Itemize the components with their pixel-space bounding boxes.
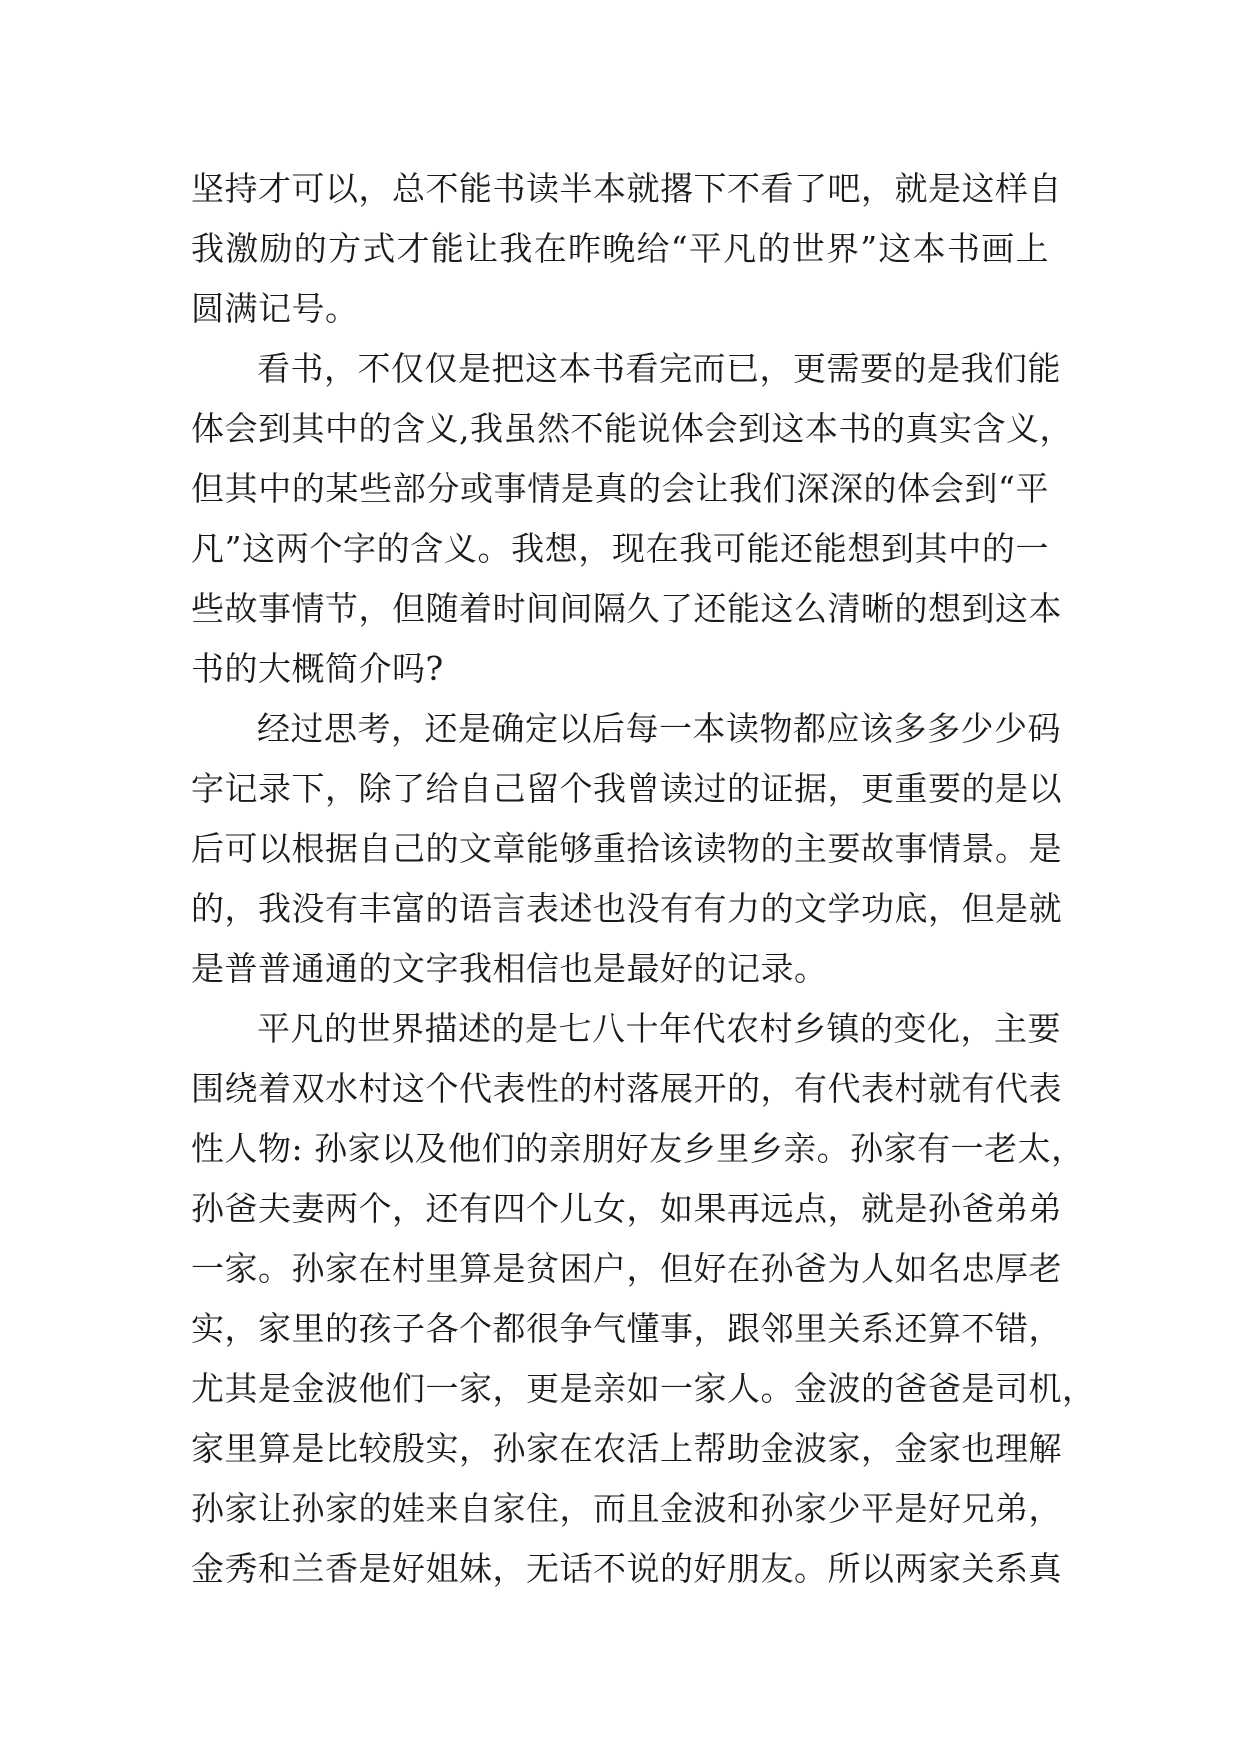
text-line: 是普普通通的文字我相信也是最好的记录。 (191, 949, 828, 988)
text-line: 圆满记号。 (191, 289, 359, 328)
text-line: 坚持才可以，总不能书读半本就撂下不看了吧，就是这样自 (191, 169, 1062, 208)
text-line: 后可以根据自己的文章能够重拾该读物的主要故事情景。是 (191, 829, 1062, 868)
text-line: 一家。孙家在村里算是贫困户，但好在孙爸为人如名忠厚老 (191, 1249, 1062, 1288)
text-line: 平凡的世界描述的是七八十年代农村乡镇的变化，主要 (257, 1009, 1061, 1048)
text-line: 书的大概简介吗? (191, 649, 444, 688)
text-line: 围绕着双水村这个代表性的村落展开的，有代表村就有代表 (191, 1069, 1062, 1108)
text-line: 金秀和兰香是好姐妹，无话不说的好朋友。所以两家关系真 (191, 1549, 1062, 1588)
text-line: 体会到其中的含义,我虽然不能说体会到这本书的真实含义， (191, 409, 1073, 448)
text-line: 实，家里的孩子各个都很争气懂事，跟邻里关系还算不错， (191, 1309, 1062, 1348)
text-line: 我激励的方式才能让我在昨晚给“平凡的世界”这本书画上 (191, 229, 1049, 268)
text-line: 尤其是金波他们一家，更是亲如一家人。金波的爸爸是司机， (191, 1369, 1096, 1408)
text-line: 性人物: 孙家以及他们的亲朋好友乡里乡亲。孙家有一老太， (191, 1129, 1085, 1168)
text-line: 孙爸夫妻两个，还有四个儿女，如果再远点，就是孙爸弟弟 (191, 1189, 1062, 1228)
text-line: 字记录下，除了给自己留个我曾读过的证据，更重要的是以 (191, 769, 1062, 808)
text-line: 些故事情节，但随着时间间隔久了还能这么清晰的想到这本 (191, 589, 1062, 628)
text-line: 的，我没有丰富的语言表述也没有有力的文学功底，但是就 (191, 889, 1062, 928)
text-line: 孙家让孙家的娃来自家住，而且金波和孙家少平是好兄弟， (191, 1489, 1062, 1528)
text-line: 经过思考，还是确定以后每一本读物都应该多多少少码 (257, 709, 1061, 748)
text-line: 看书，不仅仅是把这本书看完而已，更需要的是我们能 (257, 349, 1061, 388)
text-line: 凡”这两个字的含义。我想，现在我可能还能想到其中的一 (191, 529, 1049, 568)
body-text (191, 159, 1096, 1599)
text-line: 家里算是比较殷实，孙家在农活上帮助金波家，金家也理解 (191, 1429, 1062, 1468)
text-line: 但其中的某些部分或事情是真的会让我们深深的体会到“平 (191, 469, 1049, 508)
